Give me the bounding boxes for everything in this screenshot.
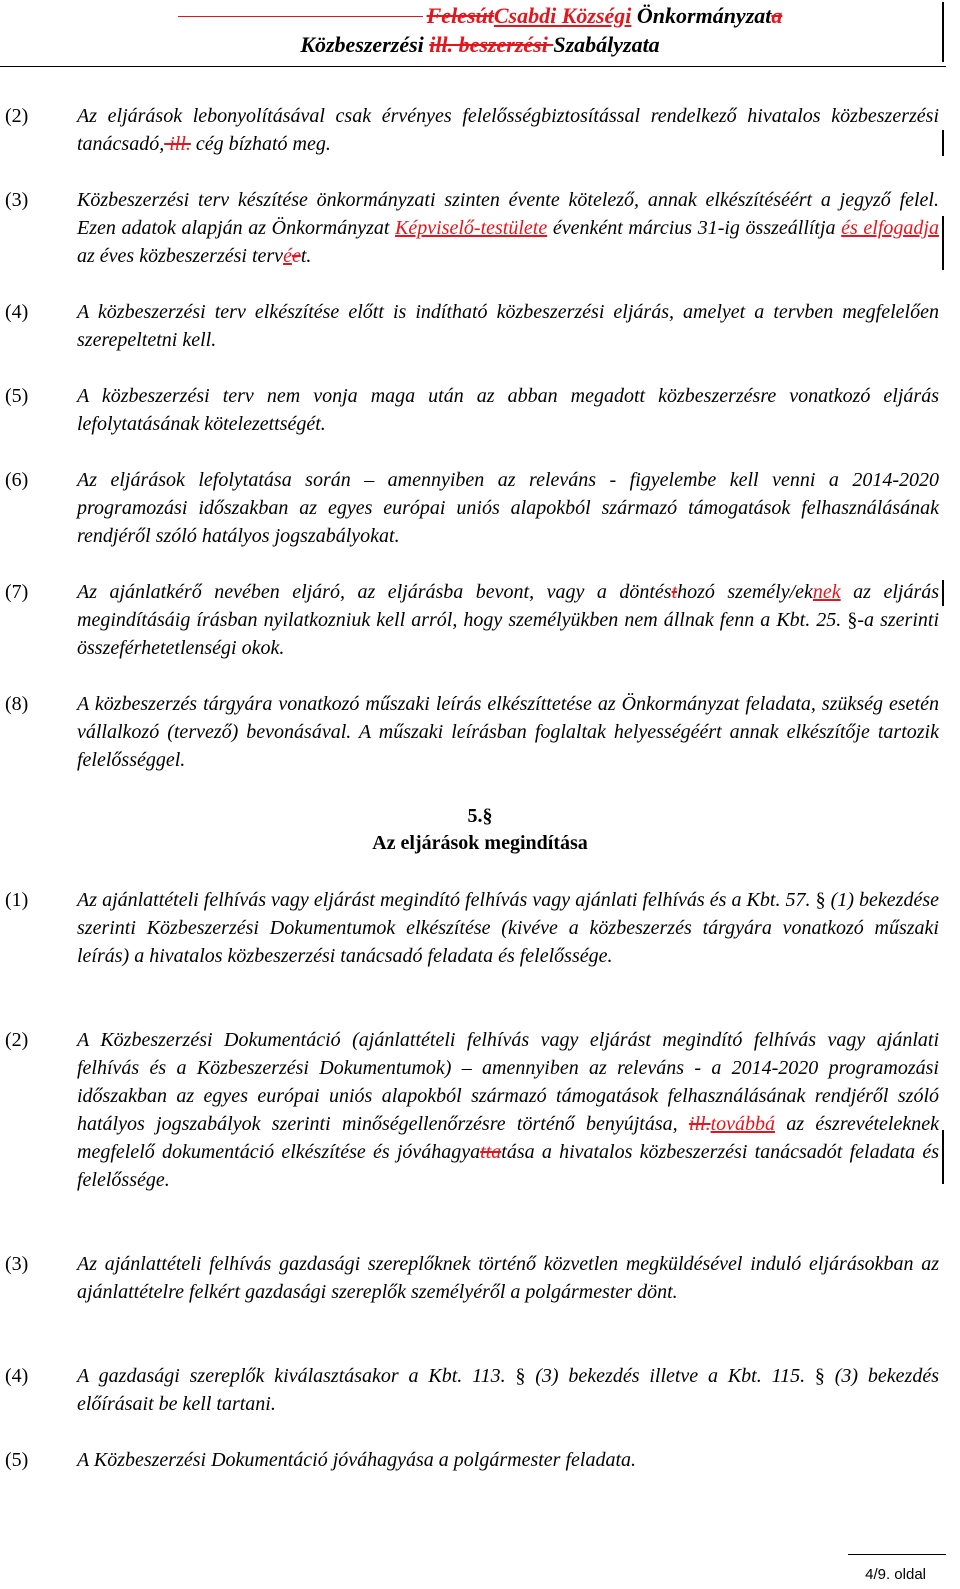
- paragraph-number: (5): [5, 1449, 29, 1471]
- change-bar: [942, 216, 944, 270]
- deleted-text: t: [671, 581, 678, 603]
- section-number-text: 5.: [467, 805, 483, 827]
- paragraph-number: (8): [5, 693, 29, 715]
- header-rule: [0, 66, 946, 67]
- footer-rule: [848, 1554, 946, 1555]
- text-run: az észrevételeknek megfelelő dokumentáció elkészítése és jóváhagya: [77, 1113, 939, 1163]
- section-number: [0, 805, 960, 828]
- header-title-end: Szabályzata: [553, 32, 660, 57]
- text-run: A Közbeszerzési Dokumentáció (ajánlattételi felhívás vagy eljárást megindító felhívás vagy ajánlati felhívás és a Közbeszerzési Dokumentumok) – amennyiben az releváns - a 2014-2020 programozási időszakban az egyes európai uniós alapokból származó támogatások felhasználásának rendjéről szóló hatályos jogszabályok szerinti minőségellenőrzésre történő benyújtása,: [77, 1029, 939, 1135]
- paragraph-number: (6): [5, 469, 29, 491]
- header-struck-name: Felesút: [426, 3, 494, 28]
- inserted-text: nek: [812, 581, 841, 603]
- text-run: Az ajánlatkérő nevében eljáró, az eljárásba bevont, vagy a döntés: [77, 581, 672, 603]
- paragraph-number: (7): [5, 581, 29, 603]
- paragraph-number: (3): [5, 189, 29, 211]
- paragraph-number: (4): [5, 301, 29, 323]
- paragraph-text: [77, 1362, 939, 1418]
- deleted-text: tta: [480, 1141, 502, 1163]
- header-struck-tail: a: [771, 3, 783, 28]
- text-run: Az eljárások lebonyolításával csak érvényes felelősségbiztosítással rendelkező hivatalos közbeszerzési tanácsadó,: [77, 105, 939, 155]
- section-symbol: §: [515, 1365, 526, 1387]
- paragraph-text: [77, 102, 939, 158]
- header-line-1: [0, 2, 960, 30]
- header-org: Önkormányzat: [631, 3, 772, 28]
- text-run: az éves közbeszerzési terv: [77, 245, 284, 267]
- paragraph-number: (2): [5, 105, 29, 127]
- section-title: Az eljárások megindítása: [372, 832, 588, 854]
- revision-underline: [178, 16, 423, 17]
- inserted-text: és elfogadja: [841, 217, 939, 239]
- deleted-text: ill.: [688, 1113, 711, 1135]
- paragraph-text: [77, 578, 939, 662]
- text-run: hozó személy/ek: [677, 581, 813, 603]
- section-symbol: §: [482, 805, 493, 827]
- text-run: (1) bekezdése szerinti Közbeszerzési Dokumentumok elkészítése (kivéve a közbeszerzés tárgyára vonatkozó műszaki leírás) a hivatalos közbeszerzési tanácsadó feladata és felelőssége.: [77, 889, 939, 967]
- header-title-start: Közbeszerzési: [300, 32, 430, 57]
- section-symbol: §: [815, 889, 826, 911]
- section-symbol: §: [847, 609, 858, 631]
- text-run: A gazdasági szereplők kiválasztásakor a Kbt. 113.: [77, 1365, 516, 1387]
- deleted-text: ill.: [164, 133, 191, 155]
- section-symbol: §: [814, 1365, 825, 1387]
- paragraph-number: (5): [5, 385, 29, 407]
- change-bar: [942, 580, 944, 606]
- text-run: az eljárás megindításáig írásban nyilatkozniuk kell arról, hogy személyükben nem állnak fenn a Kbt. 25.: [77, 581, 940, 631]
- paragraph-number: (4): [5, 1365, 29, 1387]
- inserted-text: továbbá: [710, 1113, 776, 1135]
- change-bar: [942, 1130, 944, 1184]
- header-town-name: Csabdi Községi: [493, 3, 632, 28]
- text-run: t.: [300, 245, 312, 267]
- paragraph-text: [77, 186, 939, 270]
- paragraph-number: (1): [5, 889, 29, 911]
- text-run: Közbeszerzési terv készítése önkormányzati szinten évente kötelező, annak elkészítéséért a jegyző felel. Ezen adatok alapján az Önkormányzat: [77, 189, 939, 239]
- paragraph-number: (2): [5, 1029, 29, 1051]
- deleted-text: e: [291, 245, 301, 267]
- page-number: 4/9. oldal: [865, 1566, 926, 1583]
- paragraph-text: A közbeszerzési terv nem vonja maga után az abban megadott közbeszerzésre vonatkozó eljárás lefolytatásának kötelezettségét.: [77, 385, 939, 435]
- inserted-text: é: [283, 245, 292, 267]
- change-bar: [942, 130, 944, 156]
- text-run: (3) bekezdés előírásait be kell tartani.: [77, 1365, 939, 1415]
- inserted-text: Képviselő-testülete: [395, 217, 548, 239]
- text-run: tása a hivatalos közbeszerzési tanácsadót feladata és felelőssége.: [77, 1141, 939, 1191]
- paragraph-text: Az eljárások lefolytatása során – amennyiben az releváns - figyelembe kell venni a 2014-2020 programozási időszakban az egyes európai uniós alapokból származó támogatások felhasználásának rendjéről szóló hatályos jogszabályokat.: [77, 469, 939, 547]
- text-run: (3) bekezdés illetve a Kbt. 115.: [525, 1365, 815, 1387]
- header-title-struck: ill. beszerzési: [429, 32, 554, 57]
- paragraph-text: A Közbeszerzési Dokumentáció jóváhagyása a polgármester feladata.: [77, 1449, 637, 1471]
- change-bar: [942, 2, 944, 62]
- paragraph-text: [77, 1026, 939, 1194]
- text-run: évenként március 31-ig összeállítja: [547, 217, 842, 239]
- paragraph-text: A közbeszerzés tárgyára vonatkozó műszaki leírás elkészíttetése az Önkormányzat feladata, szükség esetén vállalkozó (tervező) bevonásával. A műszaki leírásban foglaltak helyességéért annak elkészítője tartozik felelősséggel.: [77, 693, 939, 771]
- text-run: Az ajánlattételi felhívás vagy eljárást megindító felhívás vagy ajánlati felhívás és a Kbt. 57.: [77, 889, 816, 911]
- paragraph-text: [77, 886, 939, 970]
- header-line-2: [0, 31, 960, 59]
- paragraph-text: A közbeszerzési terv elkészítése előtt is indítható közbeszerzési eljárás, amelyet a tervben megfelelően szerepeltetni kell.: [77, 301, 939, 351]
- text-run: -a szerinti összeférhetetlenségi okok.: [77, 609, 939, 659]
- paragraph-text: Az ajánlattételi felhívás gazdasági szereplőknek történő közvetlen megküldésével induló eljárásokban az ajánlattételre felkért gazdasági szereplők személyéről a polgármester dönt.: [77, 1253, 939, 1303]
- text-run: cég bízható meg.: [190, 133, 331, 155]
- paragraph-number: (3): [5, 1253, 29, 1275]
